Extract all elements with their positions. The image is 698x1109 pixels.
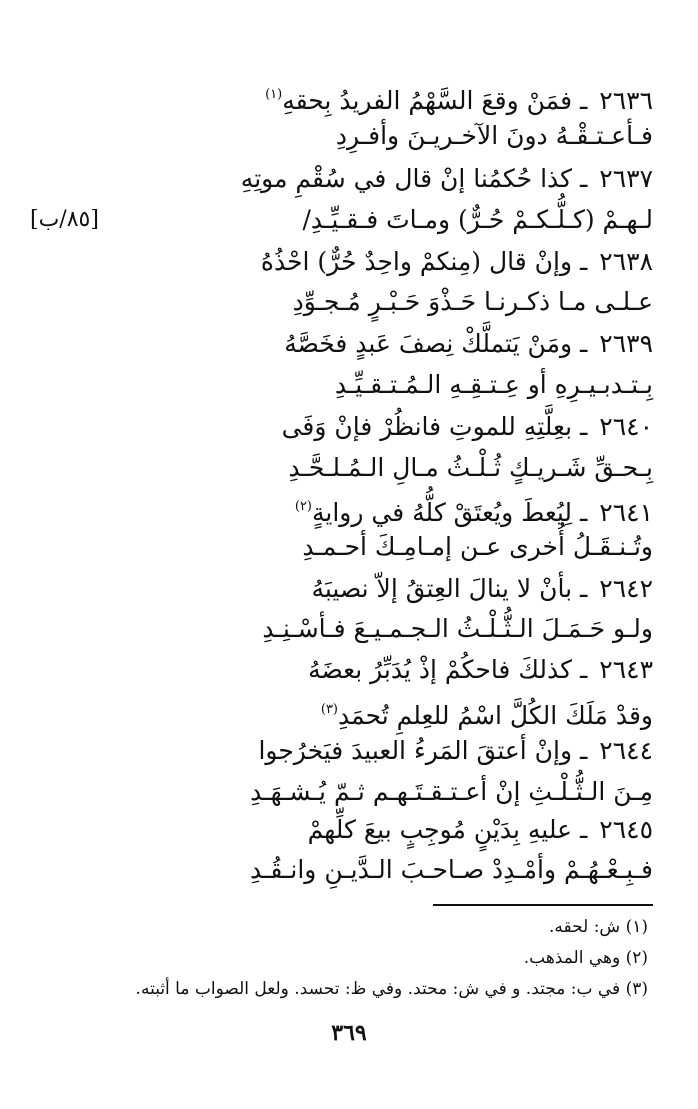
manuscript-folio-marker: [٨٥/ب] bbox=[30, 207, 99, 232]
verse-line-second: بِـحـقِّ شَـريـكٍ ثُـلْـثُ مـالِ الـمُـلـحَّـدِ bbox=[288, 453, 653, 482]
footnote-2: (٢) وهي المذهب. bbox=[523, 948, 648, 968]
verse-number: ٢٦٤١ bbox=[599, 498, 653, 527]
verse-number: ٢٦٣٩ bbox=[599, 329, 653, 358]
verse-text: ومَنْ يَتملَّكْ نِصفَ عَبدٍ فخَصَّهُ bbox=[284, 329, 573, 358]
verse-line-second: عـلـى مـا ذكـرنـا حَـذْوَ حَـبْـرٍ مُـجـوِّدِ bbox=[292, 287, 653, 316]
verse-line-first: ٢٦٤٢ ـ بأنْ لا ينالَ العِتقُ إلاّ نصيبَهُ bbox=[311, 574, 653, 603]
verse-number: ٢٦٤٣ bbox=[599, 655, 653, 684]
verse-text: عليهِ بِدَيْنٍ مُوجِبٍ بيعَ كلِّهمْ bbox=[307, 815, 573, 844]
verse-text: لِيُعطَ ويُعتَقْ كلُّهُ في روايةٍ bbox=[312, 498, 573, 527]
verse-text: كذلكَ فاحكُمْ إذْ يُدَبِّرُ بعضَهُ bbox=[308, 655, 573, 684]
verse-line-first: ٢٦٣٨ ـ وإنْ قال (مِنكمْ واحِدٌ حُرٌّ) احْذُهُ bbox=[260, 247, 653, 276]
verse-number: ٢٦٣٨ bbox=[599, 247, 653, 276]
footnote-3: (٣) في ب: مجتد. و في ش: محتد. وفي ظ: تحسد. ولعل الصواب ما أثبته. bbox=[135, 979, 648, 999]
verse-line-second: لـهـمْ (كـلُّـكـمْ حُـرٌّ) ومـاتَ فـقـيِّـدِ/ bbox=[302, 205, 653, 234]
verse-line-second: فـبِـعْـهُـمْ وأمْـدِدْ صـاحـبَ الـدَّيـنِ وانـقُـدِ bbox=[249, 855, 653, 884]
verse-line-first: ٢٦٤٥ ـ عليهِ بِدَيْنٍ مُوجِبٍ بيعَ كلِّهمْ bbox=[307, 815, 653, 844]
verse-line-first: ٢٦٤١ ـ لِيُعطَ ويُعتَقْ كلُّهُ في روايةٍ$^{(٢)}$ bbox=[294, 498, 653, 527]
verse-line-second bbox=[321, 693, 653, 733]
footnote-ref: (٣) bbox=[320, 702, 338, 717]
footnote-ref: (٢) bbox=[294, 499, 312, 514]
verse-number: ٢٦٤٢ bbox=[599, 574, 653, 603]
verse-text: فمَنْ وقعَ السَّهْمُ الفريدُ بِحقهِ bbox=[282, 86, 573, 115]
footnote-ref: (١) bbox=[265, 87, 283, 102]
verse-text: بعِلَّتِهِ للموتِ فانظُرْ فإنْ وَفَى bbox=[281, 412, 573, 441]
verse-line-second: مِـنَ الـثُّـلْـثِ إنْ أعـتـقـتَـهـم ثـمّ يُـشـهَـدِ bbox=[250, 777, 653, 806]
verse-text: وقدْ مَلَكَ الكُلَّ اسْمُ للعِلمِ تُحمَدِ bbox=[338, 701, 653, 730]
verse-line-first: ٢٦٣٧ ـ كذا حُكمُنا إنْ قال في سُقْمِ موتِهِ bbox=[240, 164, 653, 193]
page-number: ٣٦٩ bbox=[331, 1020, 367, 1046]
verse-text: وإنْ قال (مِنكمْ واحِدٌ حُرٌّ) احْذُهُ bbox=[260, 247, 573, 276]
verse-line-second: بِـتـدبـيـرِهِ أو عِـتـقِـهِ الـمُـتـقـيِّـدِ bbox=[334, 370, 653, 399]
verse-text: كذا حُكمُنا إنْ قال في سُقْمِ موتِهِ bbox=[240, 164, 573, 193]
verse-number: ٢٦٤٠ bbox=[599, 412, 653, 441]
footnote-separator bbox=[433, 904, 653, 906]
verse-number: ٢٦٤٥ bbox=[599, 815, 653, 844]
verse-line-first: ٢٦٤٣ ـ كذلكَ فاحكُمْ إذْ يُدَبِّرُ بعضَهُ bbox=[308, 655, 653, 684]
verse-number: ٢٦٣٦ bbox=[599, 86, 653, 115]
verse-text: بأنْ لا ينالَ العِتقُ إلاّ نصيبَهُ bbox=[311, 574, 573, 603]
verse-line-second: فـأعـتـقْـهُ دونَ الآخـريـنَ وأفـرِدِ bbox=[335, 121, 653, 150]
verse-line-first: ٢٦٤٤ ـ وإنْ أعتقَ المَرءُ العبيدَ فيَخرُجوا bbox=[258, 736, 653, 765]
footnote-1: (١) ش: لحقه. bbox=[549, 917, 648, 937]
verse-line-first: ٢٦٣٦ ـ فمَنْ وقعَ السَّهْمُ الفريدُ بِحقهِ$^{(١)}$ bbox=[265, 86, 653, 115]
verse-line-first: ٢٦٣٩ ـ ومَنْ يَتملَّكْ نِصفَ عَبدٍ فخَصَّهُ bbox=[284, 329, 653, 358]
verse-number: ٢٦٤٤ bbox=[599, 736, 653, 765]
verse-text: وإنْ أعتقَ المَرءُ العبيدَ فيَخرُجوا bbox=[258, 736, 573, 765]
verse-line-second: وتُـنـقَـلُ أُخرى عـن إمـامِـكَ أحـمـدِ bbox=[302, 532, 653, 561]
verse-number: ٢٦٣٧ bbox=[599, 164, 653, 193]
verse-line-second: ولـو حَـمَـلَ الـثُّـلْـثُ الـجـمـيـعَ فـأسْـنِـدِ bbox=[262, 614, 653, 643]
verse-line-first: ٢٦٤٠ ـ بعِلَّتِهِ للموتِ فانظُرْ فإنْ وَفَى bbox=[281, 412, 653, 441]
